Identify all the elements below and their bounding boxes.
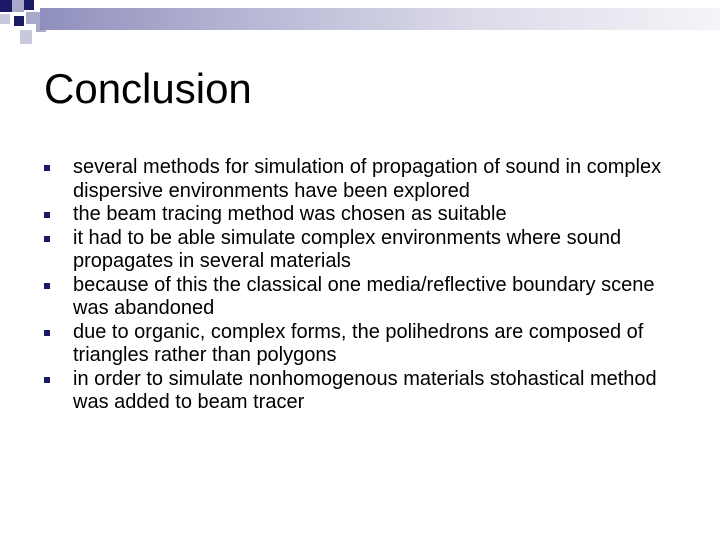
bullet-list — [44, 156, 684, 415]
bullet-text: the beam tracing method was chosen as suitable — [73, 203, 507, 225]
bullet-text: because of this the classical one media/reflective boundary scene was abandoned — [73, 273, 655, 319]
bullet-item — [44, 227, 684, 274]
bullet-text: in order to simulate nonhomogenous materials stohastical method was added to beam tracer — [73, 367, 657, 413]
bullet-item — [44, 368, 684, 415]
bullet-text: several methods for simulation of propagation of sound in complex dispersive environments have been explored — [73, 156, 662, 202]
bullet-item — [44, 321, 684, 368]
bullet-text: it had to be able simulate complex environments where sound propagates in several materials — [73, 226, 622, 272]
square-bullet-icon — [44, 165, 50, 171]
bullet-item — [44, 274, 684, 321]
square-bullet-icon — [44, 212, 50, 218]
bullet-item — [44, 156, 684, 203]
bullet-text: due to organic, complex forms, the polihedrons are composed of triangles rather than polygons — [73, 320, 644, 366]
slide-title: Conclusion — [44, 65, 252, 112]
square-bullet-icon — [44, 283, 50, 289]
square-bullet-icon — [44, 330, 50, 336]
square-bullet-icon — [44, 377, 50, 383]
header-gradient-band — [40, 8, 720, 30]
bullet-item — [44, 203, 684, 227]
square-bullet-icon — [44, 236, 50, 242]
